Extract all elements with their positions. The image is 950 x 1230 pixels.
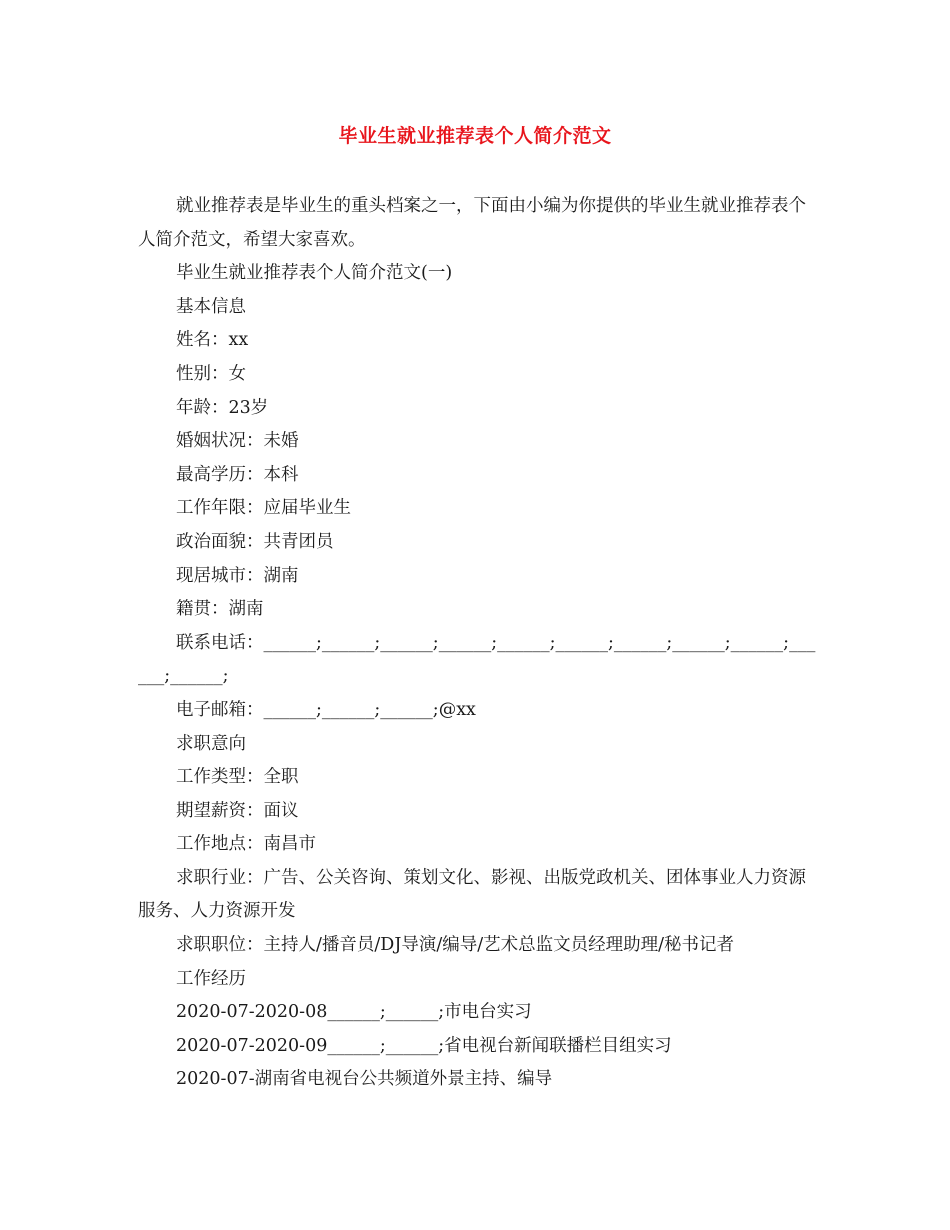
section-heading-sample-one: 毕业生就业推荐表个人简介范文(一) (176, 263, 453, 284)
field-name: 姓名：xx (176, 330, 249, 351)
experience-item: 2020-07-2020-09______;______;省电视台新闻联播栏目组实习 (176, 1035, 672, 1056)
field-marital-status: 婚姻状况：未婚 (176, 431, 299, 452)
field-age: 年龄：23岁 (176, 397, 269, 418)
field-position: 求职职位：主持人/播音员/DJ导演/编导/艺术总监文员经理助理/秘书记者 (176, 935, 735, 956)
field-industry: 求职行业：广告、公关咨询、策划文化、影视、出版党政机关、团体事业人力资源服务、人力资源开发 (138, 867, 806, 922)
section-heading-job-intention: 求职意向 (176, 733, 246, 754)
experience-item: 2020-07-湖南省电视台公共频道外景主持、编导 (176, 1069, 553, 1090)
document-body (138, 190, 818, 1097)
section-heading-basic-info: 基本信息 (176, 296, 246, 317)
field-email: 电子邮箱：______;______;______;@xx (176, 699, 476, 720)
field-political-status: 政治面貌：共青团员 (176, 531, 334, 552)
field-phone: 联系电话：______;______;______;______;______;______;______;______;______;______;______; (138, 632, 816, 687)
field-work-location: 工作地点：南昌市 (176, 834, 316, 855)
field-job-type: 工作类型：全职 (176, 767, 299, 788)
field-gender: 性别：女 (176, 363, 246, 384)
experience-item: 2020-07-2020-08______;______;市电台实习 (176, 1002, 532, 1023)
field-expected-salary: 期望薪资：面议 (176, 800, 299, 821)
section-heading-work-experience: 工作经历 (176, 968, 246, 989)
field-hometown: 籍贯：湖南 (176, 599, 264, 620)
intro-paragraph: 就业推荐表是毕业生的重头档案之一，下面由小编为你提供的毕业生就业推荐表个人简介范文，希望大家喜欢。 (138, 196, 806, 250)
document-title: 毕业生就业推荐表个人简介范文 (338, 125, 612, 147)
field-education: 最高学历：本科 (176, 464, 299, 485)
field-current-city: 现居城市：湖南 (176, 565, 299, 586)
field-work-years: 工作年限：应届毕业生 (176, 498, 351, 519)
